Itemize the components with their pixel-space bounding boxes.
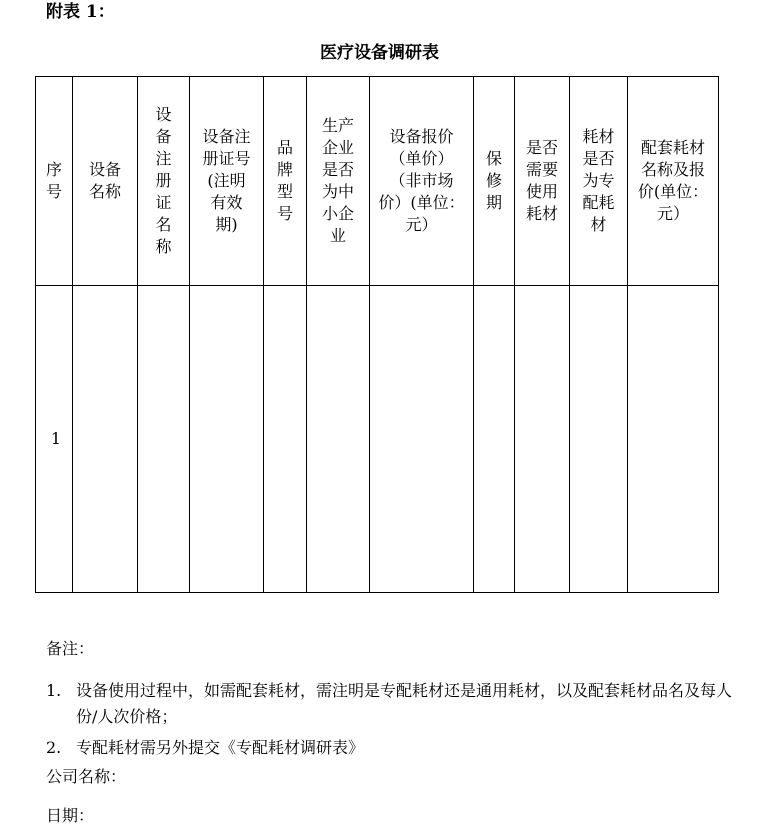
data-cell-consumable-quote[interactable]: [628, 286, 719, 593]
header-text: 保 修 期: [485, 149, 502, 212]
table-row: [36, 286, 719, 593]
header-text: 设备注 册证号 (注明 有效 期): [202, 127, 251, 234]
data-cell-seq[interactable]: [36, 286, 73, 593]
header-cell-consumables-needed: [515, 77, 570, 286]
header-text: 配套耗材 名称及报 价(单位： 元）: [637, 138, 709, 223]
seq-value: 1: [50, 429, 62, 448]
header-cell-brand-model: [264, 77, 307, 286]
header-text: 生产 企业 是否 为中 小企 业: [321, 116, 354, 245]
data-cell-device-name[interactable]: [73, 286, 138, 593]
header-cell-consumable-quote: [628, 77, 719, 286]
note-number: 2.: [46, 738, 62, 757]
notes-label: 备注：: [46, 639, 95, 658]
header-cell-registration-number: [190, 77, 264, 286]
data-cell-consumables-needed[interactable]: [515, 286, 570, 593]
header-cell-seq: [36, 77, 73, 286]
note-number: 1.: [46, 681, 62, 700]
note-item-2: [46, 735, 746, 761]
data-cell-warranty[interactable]: [474, 286, 515, 593]
appendix-label: 附表 1：: [46, 2, 115, 22]
header-text: 品 牌 型 号: [276, 138, 293, 223]
note-item-1: [46, 678, 746, 730]
data-cell-brand-model[interactable]: [264, 286, 307, 593]
data-cell-registration-name[interactable]: [138, 286, 190, 593]
data-cell-registration-number[interactable]: [190, 286, 264, 593]
table-header-row: [36, 77, 719, 286]
survey-table: [35, 76, 719, 593]
header-cell-sme: [307, 77, 370, 286]
header-cell-registration-name: [138, 77, 190, 286]
header-cell-dedicated-consumables: [570, 77, 628, 286]
header-cell-device-name: [73, 77, 138, 286]
note-text: 专配耗材需另外提交《专配耗材调研表》: [76, 738, 365, 757]
data-cell-sme[interactable]: [307, 286, 370, 593]
header-text: 耗材 是否 为专 配耗 材: [582, 127, 615, 234]
header-text: 是否 需要 使用 耗材: [525, 138, 558, 223]
header-text: 序 号: [45, 160, 62, 201]
data-cell-dedicated-consumables[interactable]: [570, 286, 628, 593]
data-cell-quote[interactable]: [370, 286, 474, 593]
date-label: 日期：: [46, 806, 95, 825]
header-cell-warranty: [474, 77, 515, 286]
header-cell-quote: [370, 77, 474, 286]
note-text: 设备使用过程中，如需配套耗材，需注明是专配耗材还是通用耗材，以及配套耗材品名及每人份/人次价格；: [76, 681, 733, 726]
document-title: 医疗设备调研表: [320, 43, 439, 63]
header-text: 设 备 注 册 证 名 称: [155, 105, 172, 256]
company-name-label: 公司名称：: [46, 767, 127, 786]
header-text: 设备 名称: [88, 160, 121, 201]
header-text: 设备报价 （单价） （非市场 价）(单位： 元）: [378, 127, 465, 234]
